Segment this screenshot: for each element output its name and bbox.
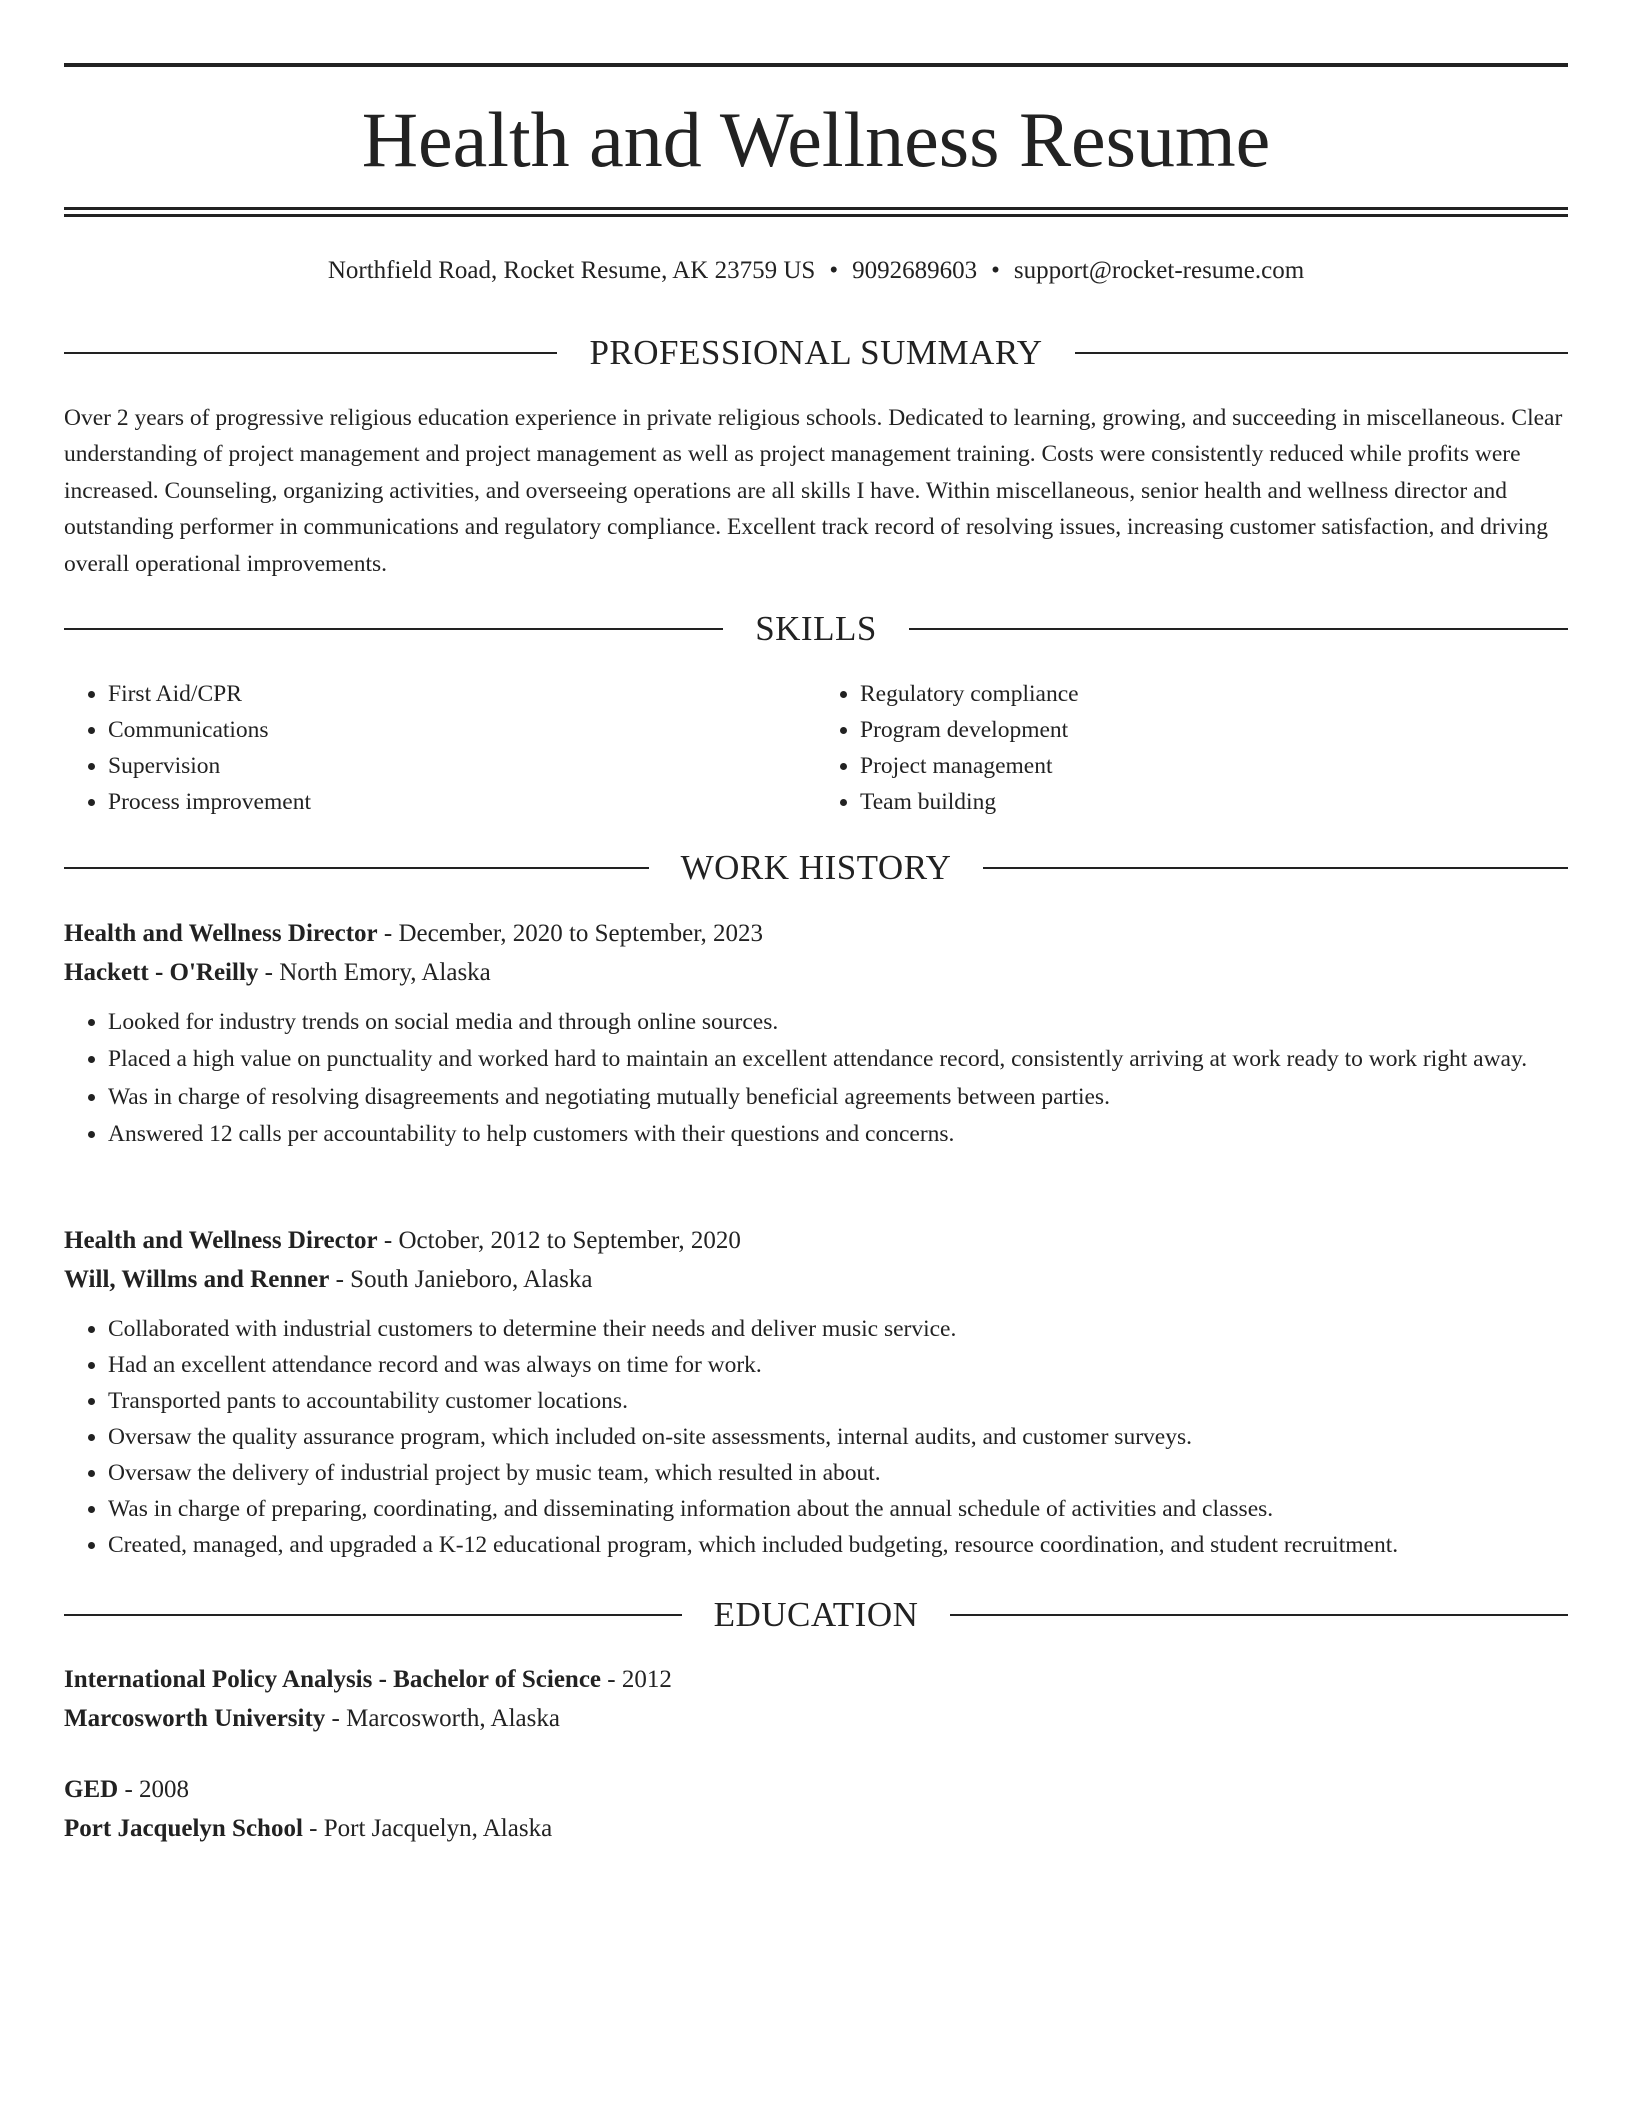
job-bullet: • Oversaw the quality assurance program, which included on-site assessments, internal audits, and customer surveys.: [108, 1419, 1568, 1455]
education-location: - Marcosworth, Alaska: [325, 1705, 560, 1732]
education-school-line: [64, 1699, 1568, 1738]
skill-item: • Communications: [108, 712, 816, 748]
work-heading: [64, 846, 1568, 890]
job-bullet: • Answered 12 calls per accountability to help customers with their questions and concerns.: [108, 1116, 1568, 1152]
education-heading-label: EDUCATION: [713, 1595, 919, 1634]
skills-heading-label: SKILLS: [755, 609, 877, 648]
contact-line: [64, 254, 1568, 288]
skill-item: • Regulatory compliance: [860, 676, 1568, 712]
skills-heading: [64, 607, 1568, 651]
skills-column-left: [64, 676, 816, 820]
skill-item: • Team building: [860, 784, 1568, 820]
job-dates: - December, 2020 to September, 2023: [377, 920, 764, 947]
job-bullet: • Oversaw the delivery of industrial project by music team, which resulted in about.: [108, 1455, 1568, 1491]
summary-heading-label: PROFESSIONAL SUMMARY: [589, 333, 1043, 372]
work-heading-label: WORK HISTORY: [680, 848, 952, 887]
education-entry: [64, 1770, 1568, 1848]
education-heading: [64, 1593, 1568, 1637]
education-school: Marcosworth University: [64, 1705, 326, 1732]
skills-list: [64, 676, 1568, 820]
education-location: - Port Jacquelyn, Alaska: [302, 1815, 553, 1842]
summary-heading: [64, 331, 1568, 375]
contact-separator: •: [991, 257, 1000, 284]
title-double-divider: [64, 207, 1568, 217]
job-bullet: • Was in charge of resolving disagreements and negotiating mutually beneficial agreements between parties.: [108, 1079, 1568, 1115]
job-company-line: [64, 1260, 1568, 1299]
education-entry: [64, 1660, 1568, 1738]
skill-item: • Project management: [860, 748, 1568, 784]
heading-rule-left: [64, 628, 723, 630]
job-bullet: • Placed a high value on punctuality and worked hard to maintain an excellent attendance record, consistently arriving at work ready to work right away.: [108, 1041, 1568, 1077]
top-divider: [64, 63, 1568, 67]
skill-item: • First Aid/CPR: [108, 676, 816, 712]
heading-rule-right: [983, 867, 1568, 869]
education-degree-line: [64, 1660, 1568, 1699]
heading-rule-left: [64, 867, 649, 869]
education-year: - 2008: [118, 1776, 190, 1803]
contact-phone: 9092689603: [852, 257, 978, 284]
job-title: Health and Wellness Director: [64, 920, 378, 947]
education-year: - 2012: [601, 1666, 672, 1693]
job-entry: [64, 1221, 1568, 1563]
summary-text: Over 2 years of progressive religious education experience in private religious schools. Dedicated to learning, growing, and succeeding in miscellaneous. Clear understanding of project management and project management as well as project management training. Costs were consistently reduced while profits were increased. Counseling, organizing activities, and overseeing operations are all skills I have. Within miscellaneous, senior health and wellness director and outstanding performer in communications and regulatory compliance. Excellent track record of resolving issues, increasing customer satisfaction, and driving overall operational improvements.: [64, 405, 1563, 577]
job-dates: - October, 2012 to September, 2020: [377, 1227, 741, 1254]
job-title: Health and Wellness Director: [64, 1227, 378, 1254]
resume-title: Health and Wellness Resume: [361, 96, 1271, 183]
education-school: Port Jacquelyn School: [64, 1815, 303, 1842]
job-bullets: [64, 1004, 1568, 1152]
job-title-line: [64, 1221, 1568, 1260]
contact-address: Northfield Road, Rocket Resume, AK 23759 US: [327, 257, 816, 284]
job-location: - North Emory, Alaska: [258, 959, 491, 986]
heading-rule-right: [1075, 352, 1568, 354]
job-bullet: • Was in charge of preparing, coordinating, and disseminating information about the annual schedule of activities and classes.: [108, 1491, 1568, 1527]
job-title-line: [64, 914, 1568, 953]
job-entry: [64, 914, 1568, 1154]
job-bullet: • Transported pants to accountability customer locations.: [108, 1383, 1568, 1419]
job-company: Hackett - O'Reilly: [64, 959, 259, 986]
job-location: - South Janieboro, Alaska: [329, 1266, 593, 1293]
contact-email: support@rocket-resume.com: [1013, 257, 1305, 284]
skill-item: • Process improvement: [108, 784, 816, 820]
job-bullet: • Created, managed, and upgraded a K-12 educational program, which included budgeting, resource coordination, and student recruitment.: [108, 1527, 1568, 1563]
job-company-line: [64, 953, 1568, 992]
education-degree-line: [64, 1770, 1568, 1809]
heading-rule-left: [64, 1614, 682, 1616]
job-bullet: • Had an excellent attendance record and was always on time for work.: [108, 1347, 1568, 1383]
skill-item: • Supervision: [108, 748, 816, 784]
contact-separator: •: [829, 257, 839, 284]
heading-rule-right: [909, 628, 1568, 630]
skills-column-right: [816, 676, 1568, 820]
job-company: Will, Willms and Renner: [64, 1266, 330, 1293]
heading-rule-right: [950, 1614, 1568, 1616]
education-school-line: [64, 1809, 1568, 1848]
skill-item: • Program development: [860, 712, 1568, 748]
heading-rule-left: [64, 352, 557, 354]
education-degree: GED: [64, 1776, 119, 1803]
job-bullet: • Collaborated with industrial customers to determine their needs and deliver music service.: [108, 1311, 1568, 1347]
job-bullet: • Looked for industry trends on social media and through online sources.: [108, 1004, 1568, 1040]
job-bullets: [64, 1311, 1568, 1563]
education-degree: International Policy Analysis - Bachelor of Science: [64, 1666, 602, 1693]
